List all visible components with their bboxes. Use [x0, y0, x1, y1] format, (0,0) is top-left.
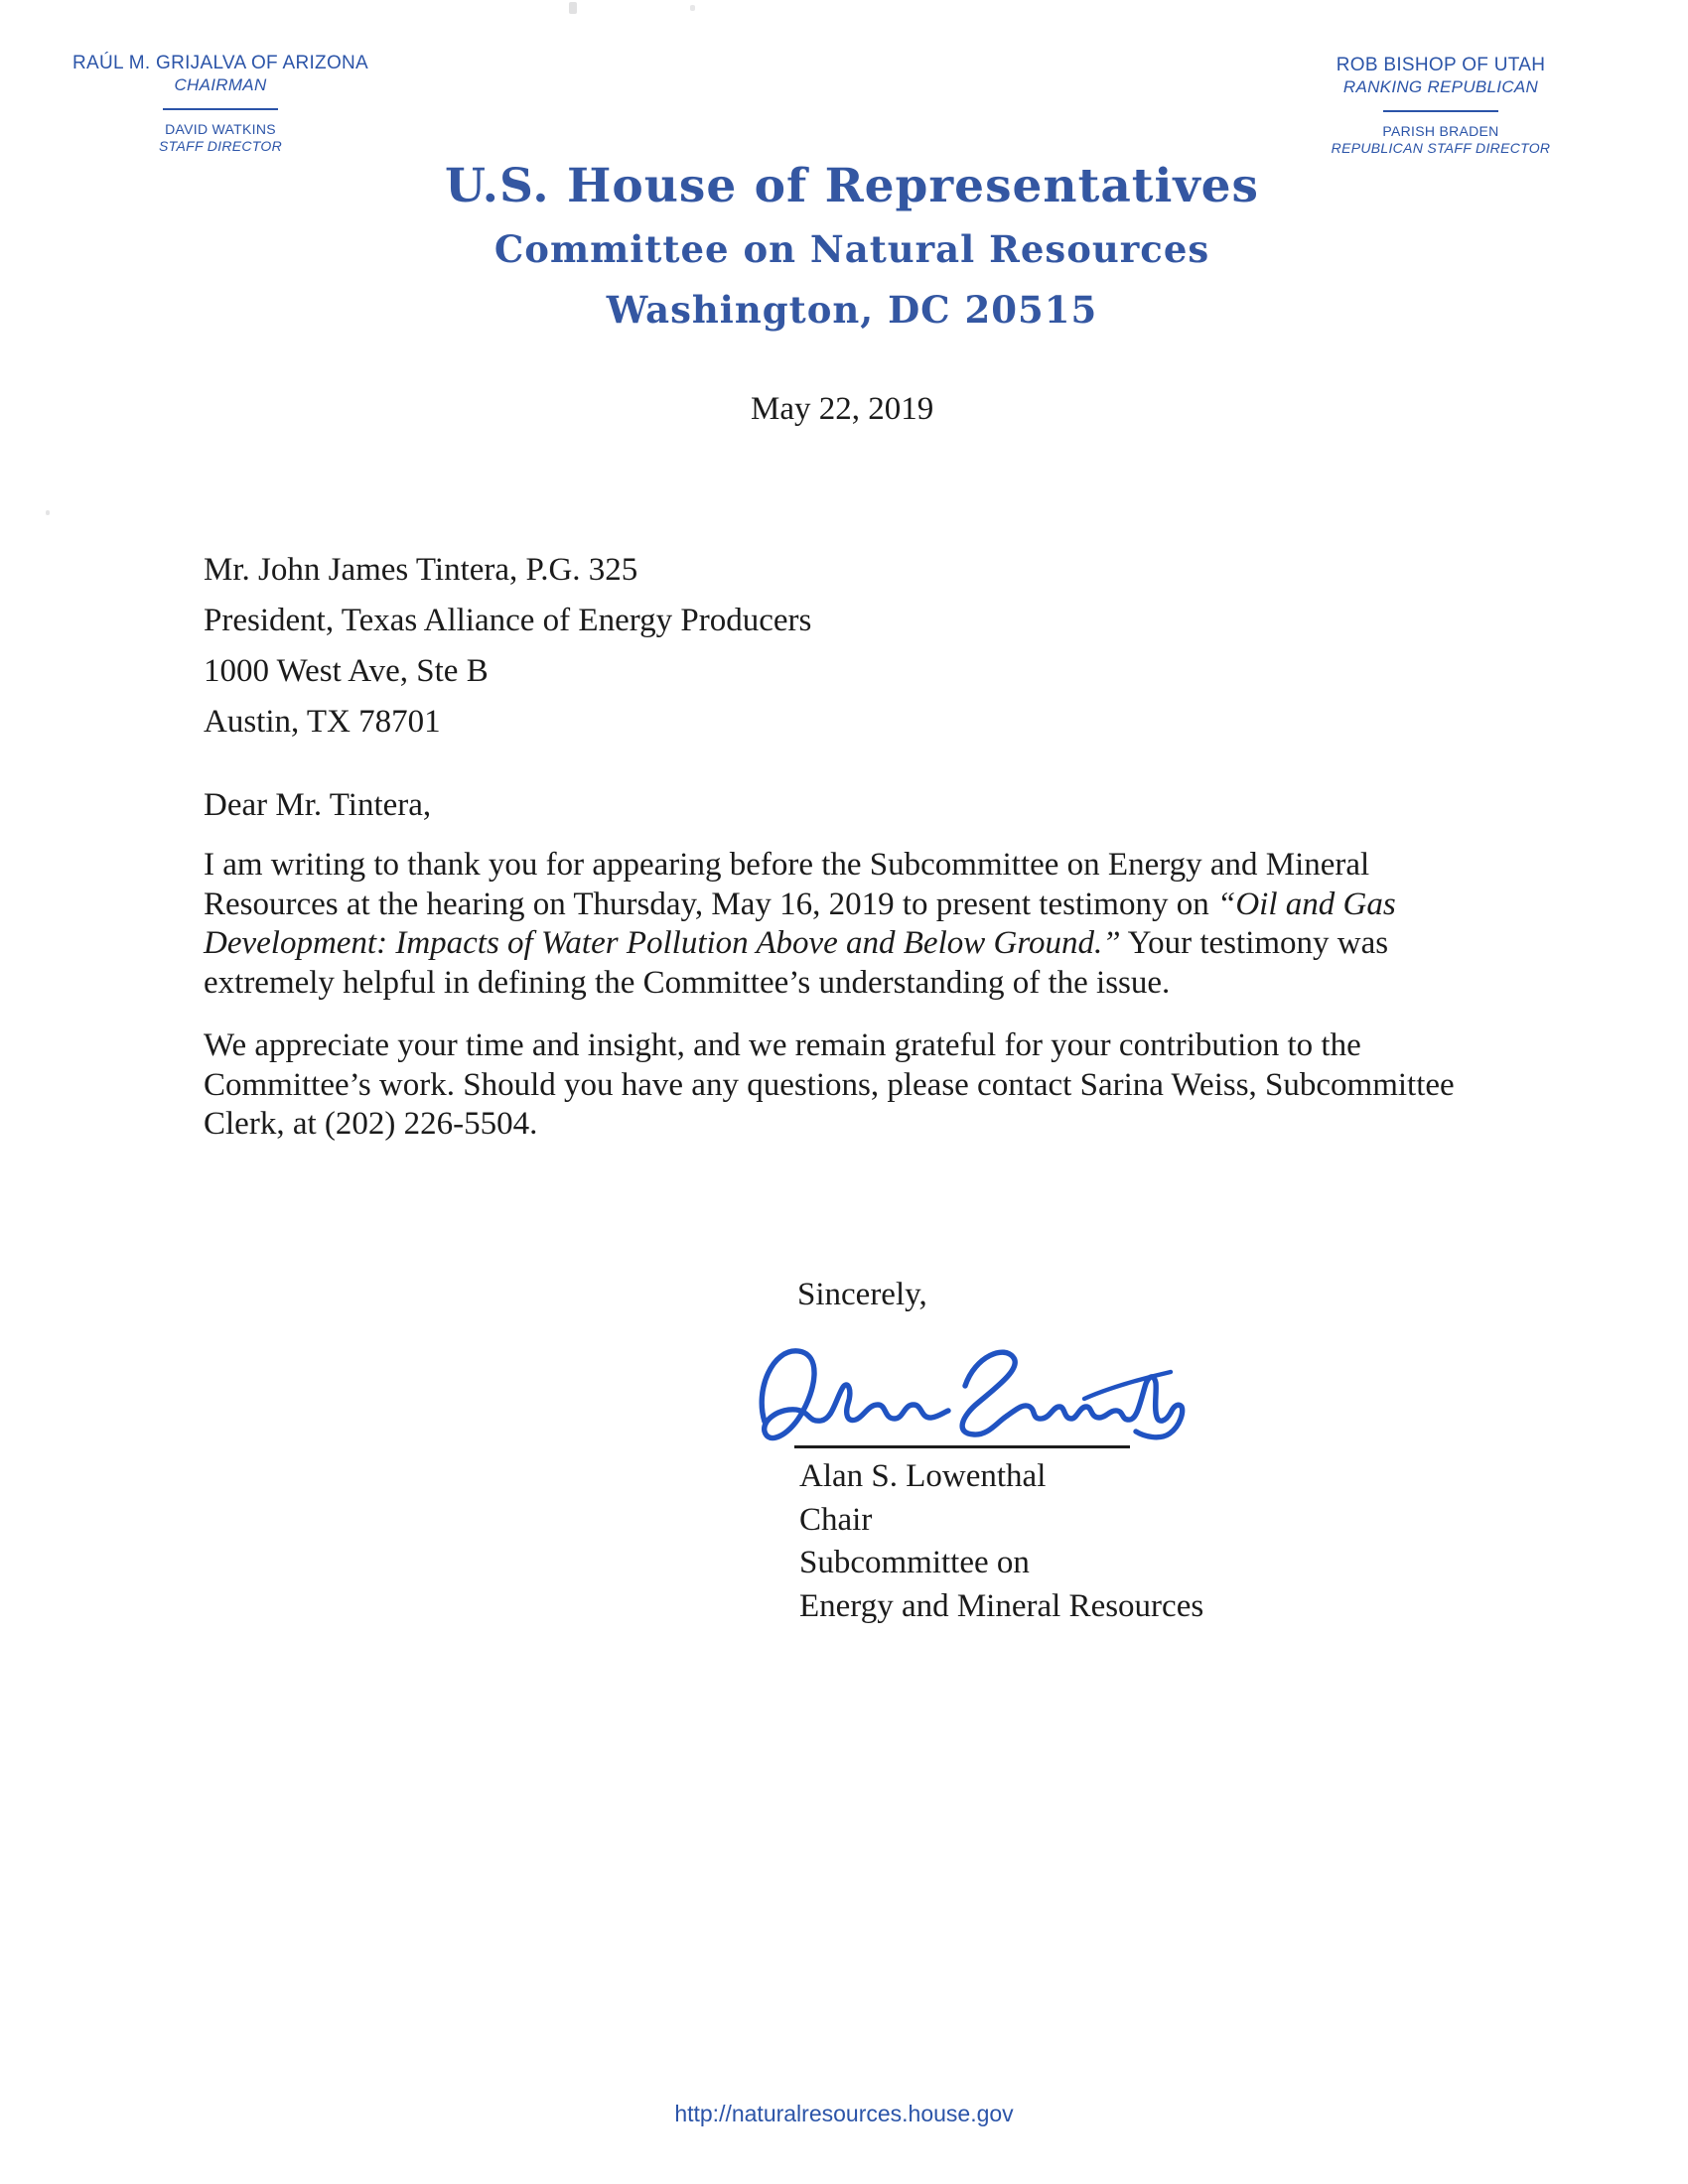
- letter-body: [204, 846, 1455, 1168]
- republican-staff-director-role: REPUBLICAN STAFF DIRECTOR: [1331, 140, 1551, 156]
- body-line: [204, 924, 1455, 964]
- text-segment: Resources at the hearing on Thursday, May 16, 2019 to present testimony on: [204, 886, 1217, 922]
- closing: Sincerely,: [797, 1277, 927, 1312]
- staff-director-name: DAVID WATKINS: [165, 121, 276, 137]
- scan-artifact: [569, 2, 577, 14]
- letter-date: May 22, 2019: [751, 391, 934, 427]
- body-line: [204, 964, 1455, 1004]
- body-line: [204, 886, 1455, 925]
- recipient-address-line: President, Texas Alliance of Energy Producers: [204, 603, 812, 638]
- signer-line: Subcommittee on: [799, 1545, 1030, 1580]
- scan-artifact: [690, 5, 695, 11]
- chairman-name: RAÚL M. GRIJALVA OF ARIZONA: [71, 53, 369, 73]
- signature-line: [794, 1445, 1130, 1448]
- scan-artifact: [46, 510, 50, 515]
- text-segment: Clerk, at (202) 226-5504.: [204, 1106, 538, 1142]
- signer-line: Chair: [799, 1501, 873, 1538]
- masthead-line-committee: Committee on Natural Resources: [493, 227, 1210, 271]
- text-segment: Committee’s work. Should you have any questions, please contact Sarina Weiss, Subcommittee: [204, 1066, 1455, 1103]
- chairman-role: CHAIRMAN: [174, 75, 267, 94]
- letterhead-ranking-member-block: [1262, 54, 1619, 157]
- letterhead-divider: [1383, 110, 1498, 112]
- signer-line: Alan S. Lowenthal: [799, 1458, 1047, 1494]
- recipient-address-line: Mr. John James Tintera, P.G. 325: [204, 552, 638, 588]
- letterhead-masthead: [8, 155, 1688, 340]
- salutation: Dear Mr. Tintera,: [204, 787, 432, 823]
- text-segment: extremely helpful in defining the Committee’s understanding of the issue.: [204, 964, 1171, 1001]
- letterhead-divider: [163, 108, 278, 110]
- ranking-member-name: ROB BISHOP OF UTAH: [1336, 55, 1546, 75]
- body-line: [204, 1066, 1455, 1106]
- italic-text-segment: “Oil and Gas: [1216, 886, 1396, 922]
- recipient-address: [204, 545, 811, 748]
- letterhead-chairman-block: [42, 52, 399, 155]
- footer-url: http://naturalresources.house.gov: [674, 2101, 1014, 2126]
- recipient-address-line: 1000 West Ave, Ste B: [204, 653, 489, 689]
- body-line: [204, 1026, 1455, 1066]
- body-line: [204, 846, 1455, 886]
- handwritten-signature: [753, 1342, 1196, 1453]
- recipient-address-line: Austin, TX 78701: [204, 704, 441, 740]
- body-line: [204, 1105, 1455, 1145]
- text-segment: I am writing to thank you for appearing before the Subcommittee on Energy and Mineral: [204, 847, 1370, 883]
- paragraph-1: [204, 846, 1455, 1003]
- masthead-line-house: U.S. House of Representatives: [444, 159, 1260, 213]
- masthead-line-city: Washington, DC 20515: [606, 288, 1098, 332]
- italic-text-segment: Development: Impacts of Water Pollution Above and Below Ground.”: [204, 925, 1121, 961]
- paragraph-2: [204, 1026, 1455, 1145]
- signer-block: [799, 1455, 1203, 1628]
- ranking-member-role: RANKING REPUBLICAN: [1342, 77, 1539, 96]
- staff-director-role: STAFF DIRECTOR: [159, 138, 282, 154]
- republican-staff-director-name: PARISH BRADEN: [1382, 123, 1499, 139]
- text-segment: Your testimony was: [1120, 925, 1389, 961]
- signer-line: Energy and Mineral Resources: [799, 1587, 1204, 1624]
- text-segment: We appreciate your time and insight, and we remain grateful for your contribution to the: [204, 1027, 1361, 1063]
